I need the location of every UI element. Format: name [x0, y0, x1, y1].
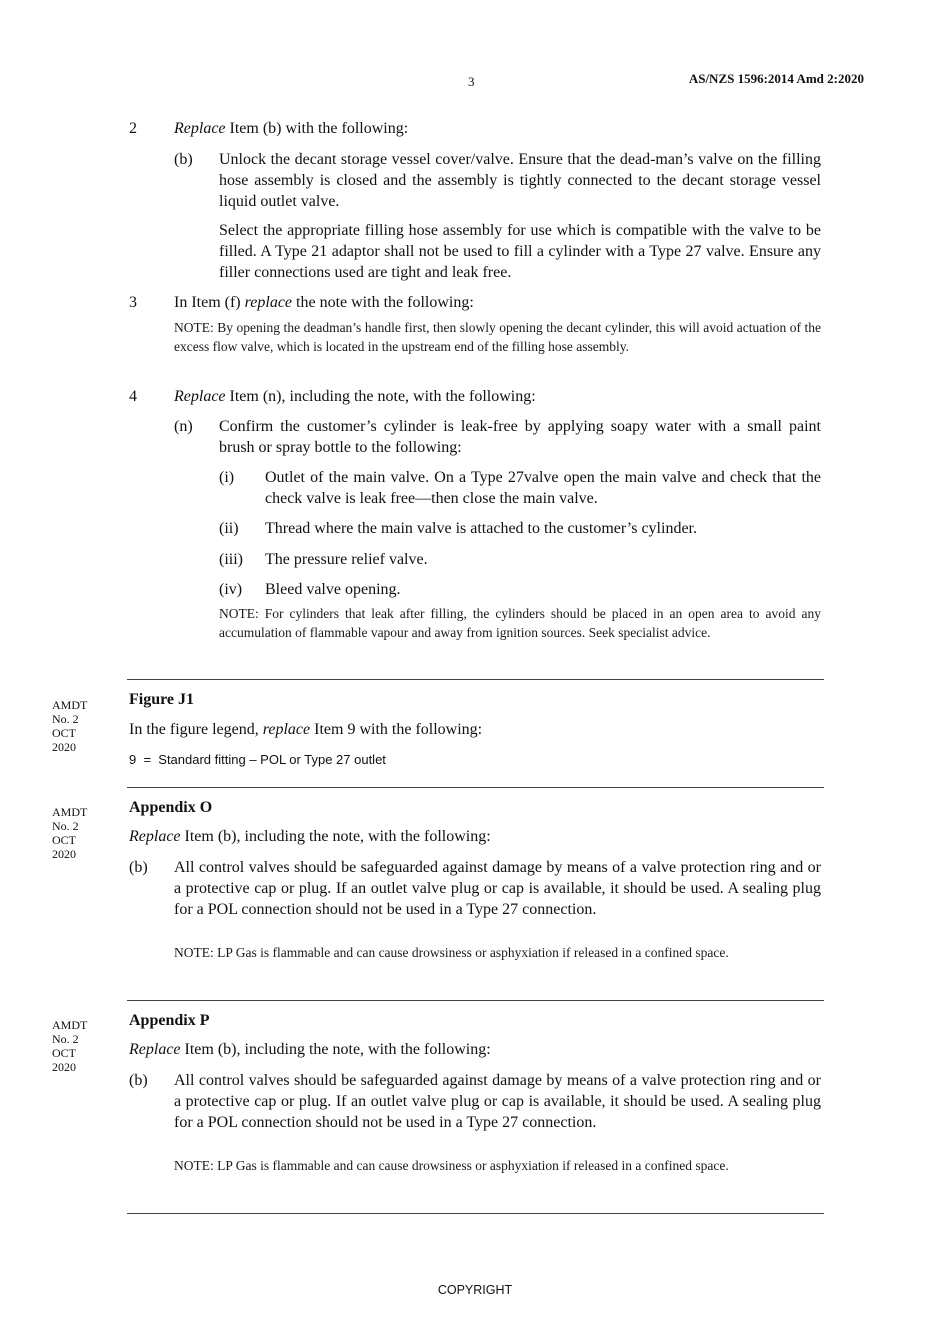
item-4-note: NOTE: For cylinders that leak after filling, the cylinders should be placed in an open area to avoid any accumulation of flammable vapour and away from ignition sources. Seek specialist advice. — [219, 606, 821, 640]
item-3-intro: In Item (f) replace the note with the following: — [174, 294, 474, 311]
item-3-note: NOTE: By opening the deadman’s handle first, then slowly opening the decant cylinder, this will avoid actuation of the excess flow valve, which is located in the upstream end of the filling hose assembly. — [174, 320, 821, 354]
item-2-b-paragraph-1: Unlock the decant storage vessel cover/valve. Ensure that the dead-man’s valve on the filling hose assembly is closed and the assembly is tightly connected to the decant storage vessel liquid outlet valve. — [219, 151, 821, 210]
appendix-p-b-label: (b) — [129, 1072, 148, 1089]
amendment-margin-note: AMDT No. 2 OCT 2020 — [52, 698, 88, 754]
appendix-o-note: NOTE: LP Gas is flammable and can cause drowsiness or asphyxiation if released in a confined space. — [174, 945, 729, 960]
section-divider — [127, 679, 824, 680]
appendix-o-heading: Appendix O — [129, 799, 213, 816]
page-number: 3 — [468, 74, 475, 89]
subitem-label: (i) — [219, 469, 235, 486]
standard-reference: AS/NZS 1596:2014 Amd 2:2020 — [688, 71, 864, 86]
item-2-intro: Replace Item (b) with the following: — [174, 120, 409, 137]
appendix-o-b-text: All control valves should be safeguarded against damage by means of a valve protection ring and or a protective cap or plug. If an outlet valve plug or cap is available, it should be used. A sealing plug for a POL connection should not be used in a Type 27 connection. — [174, 859, 821, 918]
appendix-o-intro: Replace Item (b), including the note, with the following: — [129, 828, 491, 845]
figure-j1-legend-item: 9 = Standard fitting – POL or Type 27 outlet — [129, 752, 386, 767]
item-4-number: 4 — [129, 388, 137, 405]
amendment-margin-note: AMDT No. 2 OCT 2020 — [52, 805, 88, 861]
appendix-p-intro: Replace Item (b), including the note, with the following: — [129, 1041, 491, 1058]
item-4-intro: Replace Item (n), including the note, with the following: — [174, 388, 536, 405]
amendment-margin-note: AMDT No. 2 OCT 2020 — [52, 1018, 88, 1074]
item-2-b-label: (b) — [174, 151, 193, 168]
section-divider — [127, 1000, 824, 1001]
subitem-label: (iii) — [219, 551, 243, 568]
appendix-p-b-text: All control valves should be safeguarded against damage by means of a valve protection ring and or a protective cap or plug. If an outlet valve plug or cap is available, it should be used. A sealing plug for a POL connection should not be used in a Type 27 connection. — [174, 1072, 821, 1131]
appendix-o-b-label: (b) — [129, 859, 148, 876]
item-4-n-label: (n) — [174, 418, 193, 435]
subitem-text: Outlet of the main valve. On a Type 27valve open the main valve and check that the check valve is leak free—then close the main valve. — [265, 469, 821, 507]
figure-j1-intro: In the figure legend, replace Item 9 with the following: — [129, 721, 483, 738]
section-divider — [127, 787, 824, 788]
subitem-text: The pressure relief valve. — [265, 551, 428, 568]
appendix-p-heading: Appendix P — [129, 1012, 210, 1029]
item-2-b-paragraph-2: Select the appropriate filling hose assembly for use which is compatible with the valve to be filled. A Type 21 adaptor shall not be used to fill a cylinder with a Type 27 valve. Ensure any filler connections used are tight and leak free. — [219, 222, 821, 281]
subitem-text: Thread where the main valve is attached to the customer’s cylinder. — [265, 520, 697, 537]
subitem-label: (ii) — [219, 520, 239, 537]
item-3-number: 3 — [129, 294, 137, 311]
subitem-label: (iv) — [219, 581, 243, 598]
item-2-number: 2 — [129, 120, 137, 137]
subitem-text: Bleed valve opening. — [265, 581, 401, 598]
copyright-footer: COPYRIGHT — [437, 1283, 513, 1297]
appendix-p-note: NOTE: LP Gas is flammable and can cause drowsiness or asphyxiation if released in a confined space. — [174, 1158, 729, 1173]
item-4-n-text: Confirm the customer’s cylinder is leak-free by applying soapy water with a small paint brush or spray bottle to the following: — [219, 418, 821, 456]
figure-j1-heading: Figure J1 — [129, 691, 195, 708]
section-divider — [127, 1213, 824, 1214]
